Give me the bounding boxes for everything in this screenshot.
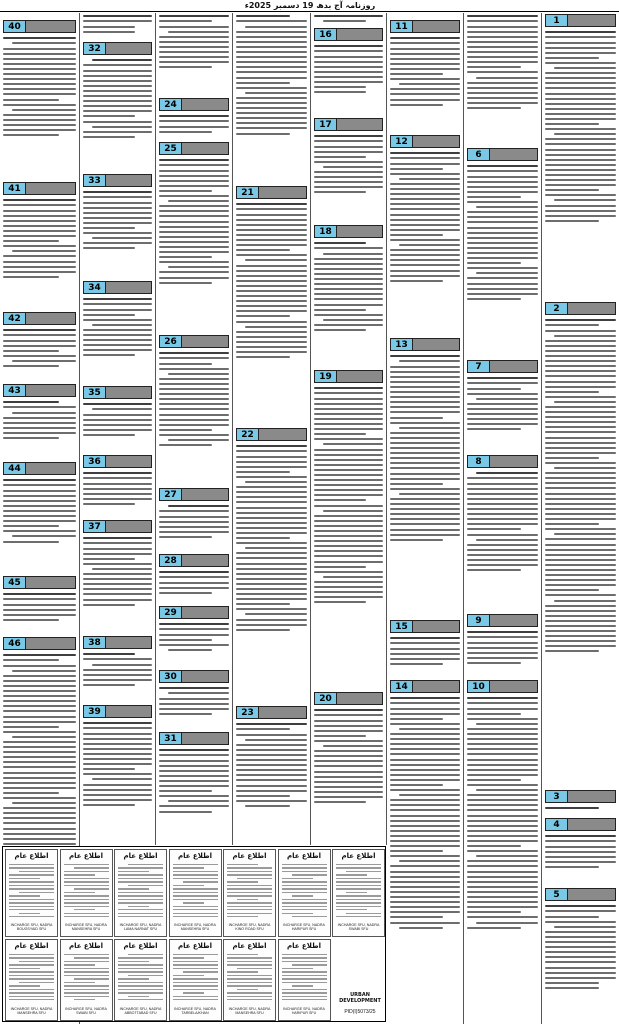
public-notice-ad [223, 849, 276, 937]
article-text [80, 720, 155, 845]
section-number: 19 [315, 371, 337, 382]
ad-title: اطلاع عام [341, 852, 376, 860]
section-number-box [545, 302, 616, 315]
article-text [80, 296, 155, 386]
section-number-box [314, 692, 383, 705]
article-text [233, 443, 310, 706]
article-text [542, 833, 619, 888]
section-header-bar [568, 889, 615, 900]
ad-signature: INCHARGE SFU, NADRA MANSEHRA SFU [174, 923, 216, 931]
section-number-box [83, 705, 152, 718]
article-text [387, 353, 463, 620]
article-text [156, 350, 232, 488]
column-4 [233, 13, 311, 845]
ad-title: اطلاع عام [232, 942, 267, 950]
section-header-bar [413, 136, 459, 147]
section-number: 2 [546, 303, 568, 314]
masthead [0, 0, 619, 12]
section-number: 8 [468, 456, 490, 467]
article-text [542, 317, 619, 790]
section-number-box [467, 455, 538, 468]
ad-body [282, 954, 327, 1004]
article-text [0, 197, 79, 312]
masthead-date: روزنامہ آج بدھ 19 دسمبر 2025ء [244, 1, 376, 10]
section-number: 16 [315, 29, 337, 40]
ad-signature: INCHARGE SFU, NADRA SWABI SFU [65, 1007, 107, 1015]
section-header-bar [413, 681, 459, 692]
section-number-box [3, 20, 76, 33]
ad-signature: INCHARGE SFU, NADRA MANSEHRA SFU [10, 1007, 53, 1015]
section-number-box [390, 680, 460, 693]
section-header-bar [106, 521, 151, 532]
section-number-box [314, 118, 383, 131]
section-number-box [159, 606, 229, 619]
section-number-box [159, 554, 229, 567]
section-header-bar [26, 638, 75, 649]
section-number: 12 [391, 136, 413, 147]
article-text [0, 477, 79, 576]
section-number: 21 [237, 187, 259, 198]
section-number-box [467, 360, 538, 373]
article-text [387, 35, 463, 135]
ad-body [64, 864, 109, 920]
section-number: 31 [160, 733, 182, 744]
section-number-box [3, 637, 76, 650]
section-number: 44 [4, 463, 26, 474]
ad-title: اطلاع عام [232, 852, 267, 860]
section-number: 27 [160, 489, 182, 500]
section-header-bar [106, 456, 151, 467]
section-number: 42 [4, 313, 26, 324]
section-number-box [236, 428, 307, 441]
section-number: 30 [160, 671, 182, 682]
section-number: 24 [160, 99, 182, 110]
section-header-bar [182, 555, 228, 566]
ad-body [9, 864, 54, 920]
section-number: 22 [237, 429, 259, 440]
article-text [464, 629, 541, 680]
section-number-box [390, 135, 460, 148]
section-header-bar [490, 615, 537, 626]
section-header-bar [106, 43, 151, 54]
article-text [0, 591, 79, 637]
article-text [80, 189, 155, 281]
article-text [387, 150, 463, 338]
ad-body [118, 954, 163, 1004]
section-header-bar [337, 371, 382, 382]
article-text [542, 903, 619, 1024]
section-number-box [159, 142, 229, 155]
ad-title: اطلاع عام [68, 942, 104, 950]
section-number-box [236, 706, 307, 719]
ad-title: اطلاع عام [14, 942, 49, 950]
ad-title: اطلاع عام [123, 852, 158, 860]
urban-logo: URBAN DEVELOPMENT [339, 992, 381, 1004]
article-text [464, 13, 541, 148]
section-number: 18 [315, 226, 337, 237]
ad-signature: INCHARGE SFU, NADRA ABBOTTABAD SFU [119, 1007, 162, 1015]
section-header-bar [182, 143, 228, 154]
ad-signature: INCHARGE SFU, NADRA HARIPUR SFU [283, 923, 325, 931]
article-text [80, 651, 155, 705]
ad-body [173, 954, 218, 1004]
public-notice-ad [114, 849, 167, 937]
article-text [311, 707, 386, 845]
article-text [387, 695, 463, 1024]
section-number-box [467, 614, 538, 627]
ad-body [118, 864, 163, 920]
section-header-bar [259, 187, 306, 198]
public-notice-ad [60, 849, 113, 937]
ad-body [282, 864, 327, 920]
article-text [156, 503, 232, 554]
section-header-bar [182, 489, 228, 500]
section-number-box [83, 174, 152, 187]
article-text [156, 569, 232, 606]
public-notice-ad [169, 849, 222, 937]
section-number-box [314, 225, 383, 238]
section-number: 28 [160, 555, 182, 566]
section-number: 13 [391, 339, 413, 350]
section-header-bar [413, 21, 459, 32]
section-number: 29 [160, 607, 182, 618]
article-text [464, 375, 541, 455]
public-notice-ad [5, 849, 58, 937]
section-header-bar [106, 387, 151, 398]
ad-title: اطلاع عام [123, 942, 158, 950]
section-number-box [545, 818, 616, 831]
section-header-bar [490, 361, 537, 372]
ad-signature: INCHARGE SFU, NADRA LAMA NARNAT SFU [119, 923, 162, 931]
public-notice-ad [60, 939, 113, 1021]
public-notice-ad [278, 849, 331, 937]
article-text [156, 685, 232, 732]
ad-signature: INCHARGE SFU, NADRA BOUGSYAID SFU [10, 923, 53, 931]
section-header-bar [182, 99, 228, 110]
section-header-bar [26, 577, 75, 588]
article-text [311, 13, 386, 28]
section-number: 25 [160, 143, 182, 154]
column-6 [387, 13, 464, 1024]
public-notice-ad [223, 939, 276, 1021]
article-text [311, 43, 386, 118]
section-number-box [390, 20, 460, 33]
ad-title: اطلاع عام [177, 852, 213, 860]
ad-title: اطلاع عام [68, 852, 104, 860]
article-text [80, 401, 155, 455]
article-text [311, 385, 386, 692]
ad-signature: INCHARGE SFU, NADRA KINO ROAD SFU [228, 923, 271, 931]
pid-reference: PID(I)5073/25 [344, 1009, 376, 1015]
section-header-bar [259, 707, 306, 718]
section-number-box [314, 370, 383, 383]
article-text [80, 470, 155, 520]
section-number: 26 [160, 336, 182, 347]
section-number: 32 [84, 43, 106, 54]
public-notice-ad [5, 939, 58, 1021]
section-number: 33 [84, 175, 106, 186]
section-number-box [83, 42, 152, 55]
public-notices-panel [2, 846, 386, 1022]
article-text [0, 35, 79, 182]
section-header-bar [490, 456, 537, 467]
public-notice-ad [114, 939, 167, 1021]
section-number: 43 [4, 385, 26, 396]
ad-body [227, 864, 272, 920]
section-header-bar [568, 819, 615, 830]
section-number: 6 [468, 149, 490, 160]
section-header-bar [568, 15, 615, 26]
public-notice-ad [278, 939, 331, 1021]
section-header-bar [490, 149, 537, 160]
article-text [80, 57, 155, 174]
article-text [80, 13, 155, 42]
section-number-box [3, 182, 76, 195]
section-number-box [159, 98, 229, 111]
section-header-bar [182, 733, 228, 744]
section-number-box [83, 520, 152, 533]
section-header-bar [26, 21, 75, 32]
ad-body [173, 864, 218, 920]
section-number-box [3, 462, 76, 475]
ad-signature: INCHARGE SFU, NADRA HARIPUR SFU [283, 1007, 325, 1015]
article-text [311, 240, 386, 370]
article-text [80, 535, 155, 636]
section-number: 46 [4, 638, 26, 649]
section-number-box [83, 636, 152, 649]
section-number: 1 [546, 15, 568, 26]
section-number: 4 [546, 819, 568, 830]
section-number: 40 [4, 21, 26, 32]
section-number: 11 [391, 21, 413, 32]
section-number: 3 [546, 791, 568, 802]
section-header-bar [568, 303, 615, 314]
section-number: 36 [84, 456, 106, 467]
article-text [464, 163, 541, 360]
article-text [233, 201, 310, 428]
article-text [0, 399, 79, 462]
section-number-box [3, 576, 76, 589]
article-text [156, 113, 232, 142]
ad-signature: INCHARGE SFU, NADRA SWABI SFU [337, 923, 380, 931]
section-number-box [3, 384, 76, 397]
section-header-bar [26, 463, 75, 474]
article-text [542, 29, 619, 302]
section-header-bar [26, 313, 75, 324]
article-text [156, 747, 232, 845]
section-header-bar [259, 429, 306, 440]
section-header-bar [106, 282, 151, 293]
article-text [387, 635, 463, 680]
ad-body [336, 864, 381, 920]
ad-title: اطلاع عام [286, 942, 322, 950]
section-header-bar [568, 791, 615, 802]
section-header-bar [106, 175, 151, 186]
section-number-box [390, 620, 460, 633]
section-header-bar [413, 621, 459, 632]
section-number-box [236, 186, 307, 199]
article-text [156, 13, 232, 98]
section-number-box [159, 335, 229, 348]
column-7 [464, 13, 542, 1024]
public-notice-ad [169, 939, 222, 1021]
section-number-box [314, 28, 383, 41]
section-number-box [159, 670, 229, 683]
ad-signature: INCHARGE SFU, NADRA TARBELA/KHAN [174, 1007, 216, 1015]
section-number-box [545, 14, 616, 27]
article-text [311, 133, 386, 225]
section-number-box [159, 488, 229, 501]
section-number: 35 [84, 387, 106, 398]
section-header-bar [182, 336, 228, 347]
column-5 [311, 13, 387, 845]
section-number-box [3, 312, 76, 325]
section-number-box [467, 680, 538, 693]
section-number: 5 [546, 889, 568, 900]
section-number: 20 [315, 693, 337, 704]
ad-title: اطلاع عام [14, 852, 49, 860]
section-number-box [159, 732, 229, 745]
public-notice-ad [332, 849, 385, 937]
article-text [464, 695, 541, 1024]
section-number: 14 [391, 681, 413, 692]
section-number: 37 [84, 521, 106, 532]
article-text [542, 805, 619, 818]
section-header-bar [182, 671, 228, 682]
section-header-bar [337, 119, 382, 130]
section-number-box [83, 386, 152, 399]
ad-title: اطلاع عام [177, 942, 213, 950]
ad-body [9, 954, 54, 1004]
section-number-box [83, 281, 152, 294]
section-header-bar [106, 706, 151, 717]
section-header-bar [337, 29, 382, 40]
section-number: 7 [468, 361, 490, 372]
article-text [233, 13, 310, 186]
section-number: 45 [4, 577, 26, 588]
section-header-bar [413, 339, 459, 350]
section-number: 39 [84, 706, 106, 717]
section-number: 17 [315, 119, 337, 130]
section-header-bar [182, 607, 228, 618]
article-text [156, 621, 232, 670]
ad-body [64, 954, 109, 1004]
article-text [233, 721, 310, 845]
section-header-bar [26, 385, 75, 396]
section-number-box [545, 888, 616, 901]
section-number-box [390, 338, 460, 351]
section-header-bar [490, 681, 537, 692]
section-number: 23 [237, 707, 259, 718]
ad-body [227, 954, 272, 1004]
section-header-bar [337, 226, 382, 237]
column-3 [156, 13, 233, 845]
section-number: 41 [4, 183, 26, 194]
column-2 [80, 13, 156, 845]
article-text [0, 327, 79, 384]
section-number: 9 [468, 615, 490, 626]
column-8 [542, 13, 619, 1024]
ad-signature: INCHARGE SFU, NADRA MANSEHRA SFU [228, 1007, 271, 1015]
section-number-box [467, 148, 538, 161]
section-number: 38 [84, 637, 106, 648]
section-number-box [545, 790, 616, 803]
ad-signature: INCHARGE SFU, NADRA MANSEHRA SFU [65, 923, 107, 931]
section-number-box [83, 455, 152, 468]
article-text [464, 470, 541, 614]
section-header-bar [26, 183, 75, 194]
ad-title: اطلاع عام [286, 852, 322, 860]
section-header-bar [106, 637, 151, 648]
article-text [156, 157, 232, 335]
section-header-bar [337, 693, 382, 704]
section-number: 34 [84, 282, 106, 293]
section-number: 10 [468, 681, 490, 692]
section-number: 15 [391, 621, 413, 632]
